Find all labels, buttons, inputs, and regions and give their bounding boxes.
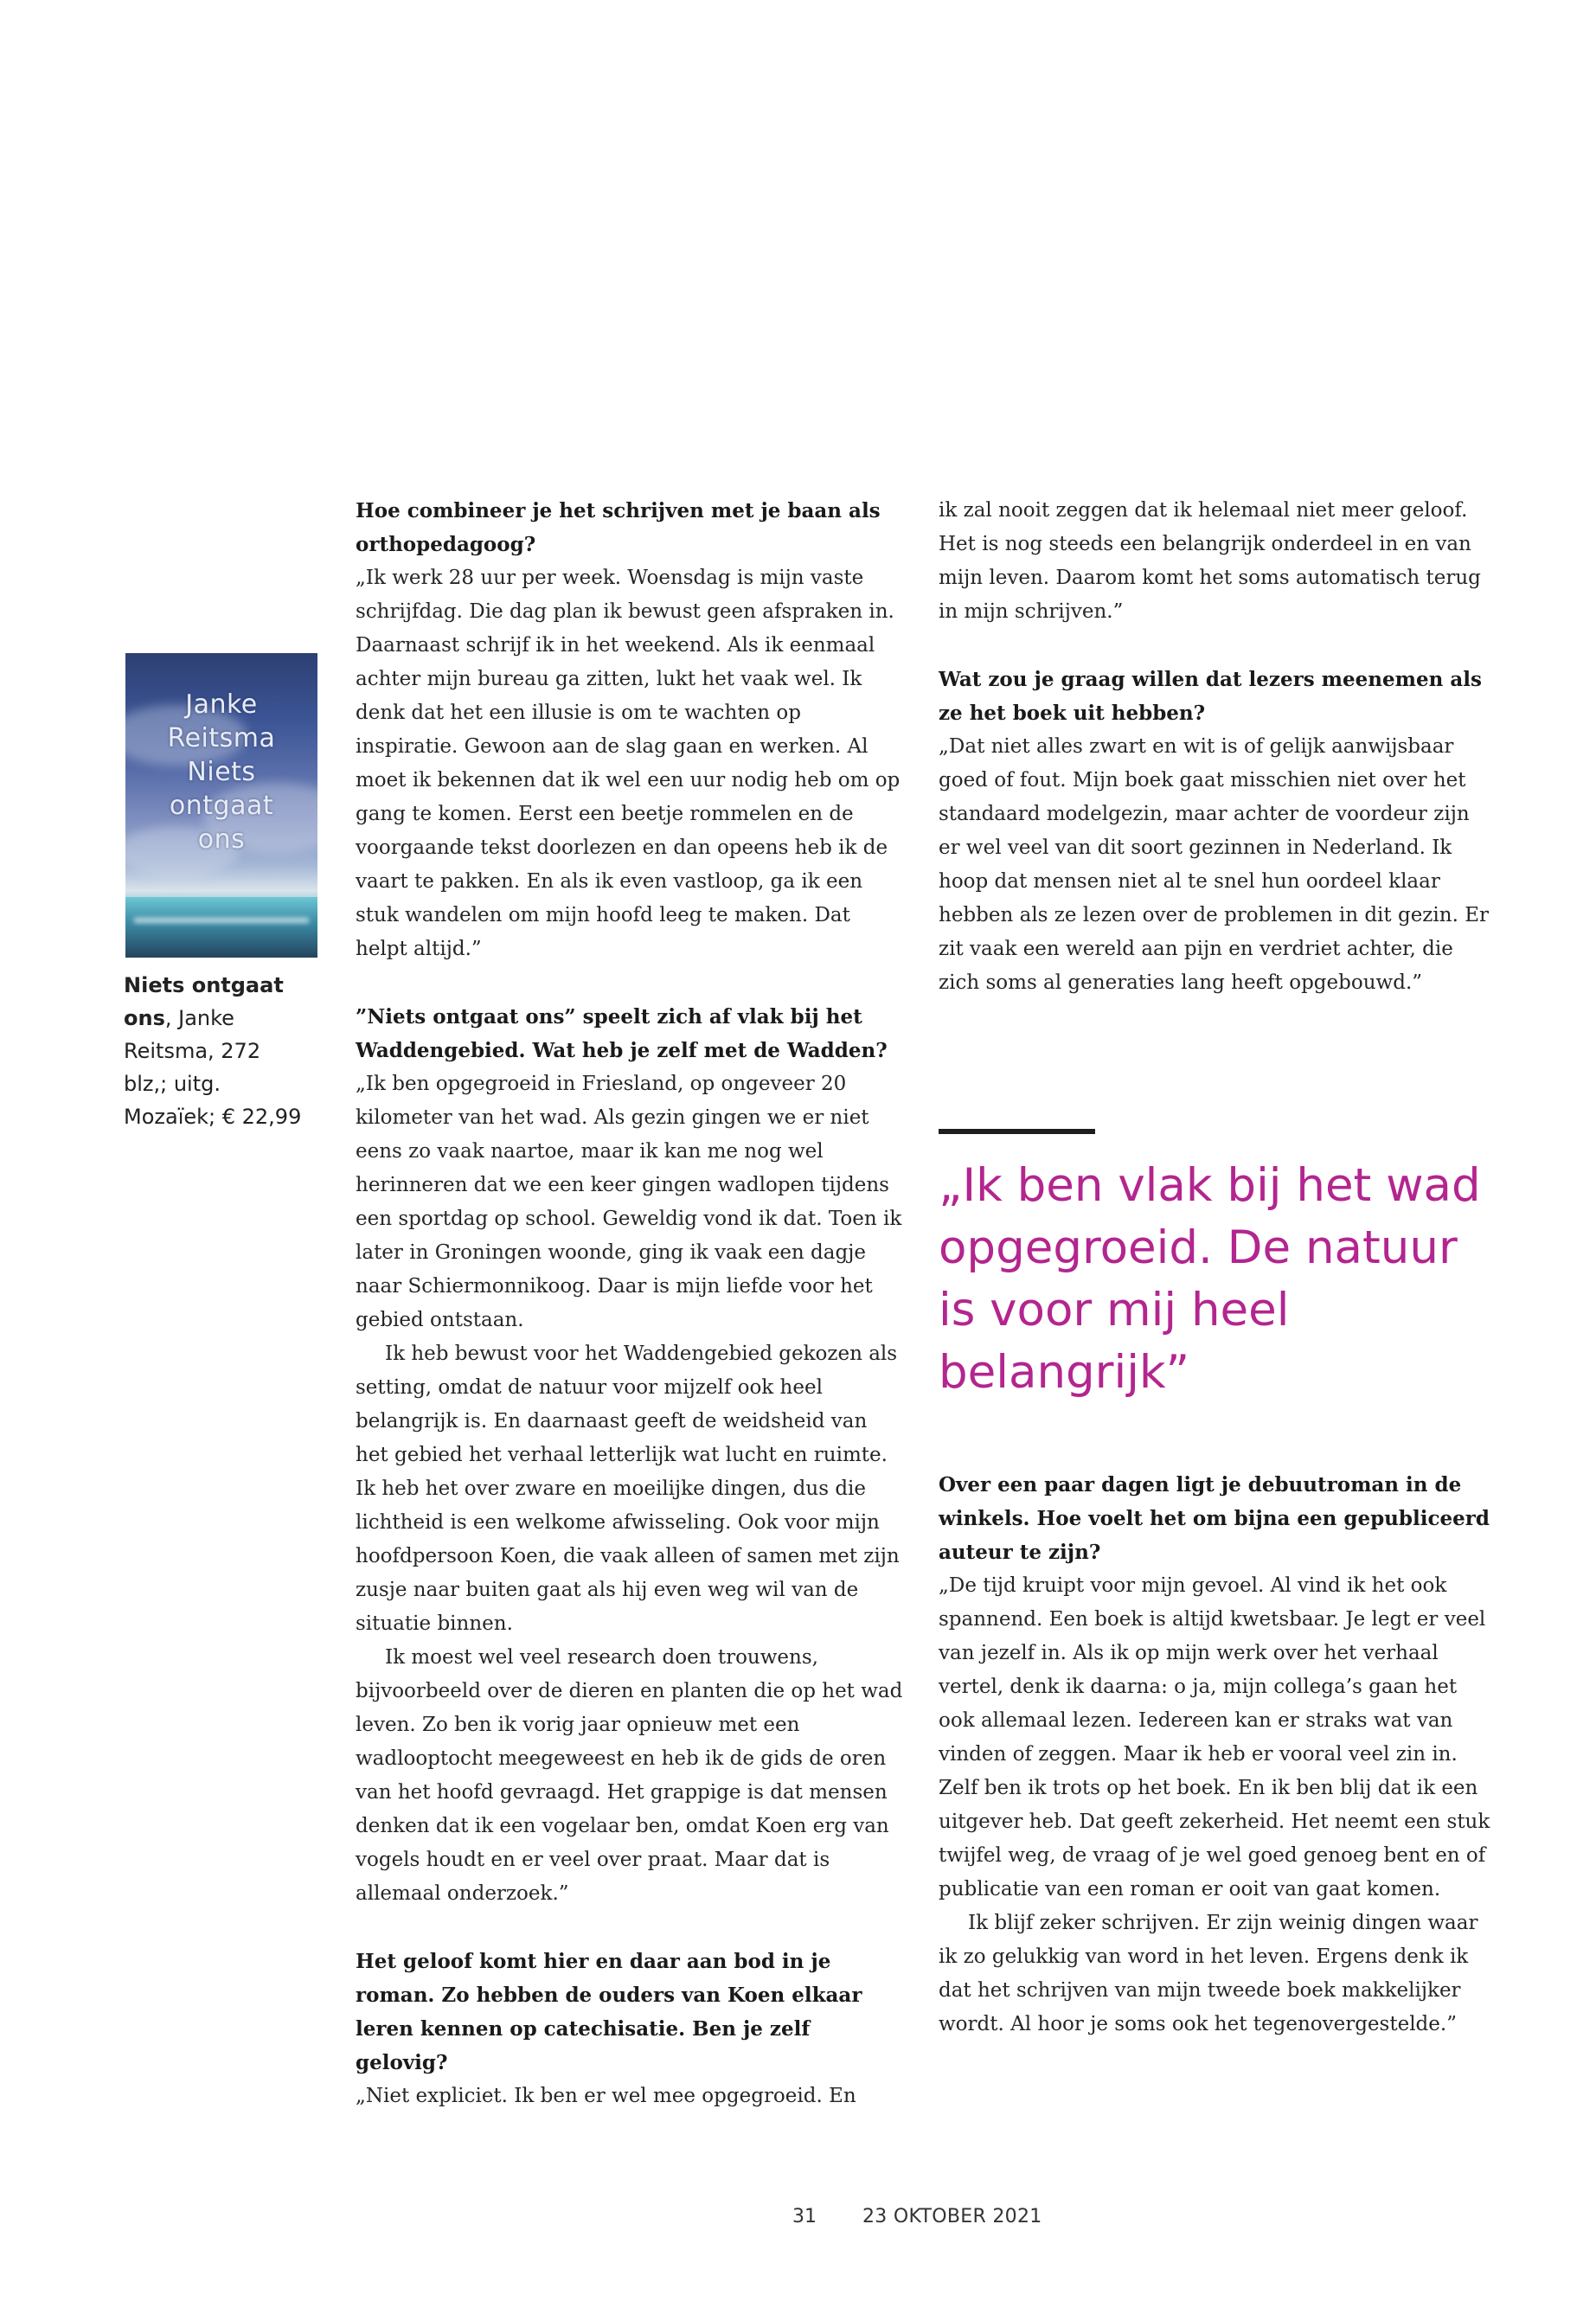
book-caption-details: , Janke Reitsma, 272 blz,; uitg. Mozaïek; € 22,99 (124, 1006, 302, 1129)
page-number: 31 (792, 2206, 817, 2227)
interview-question: Over een paar dagen ligt je debuutroman in de winkels. Hoe voelt het om bijna een gepubliceerd auteur te zijn? (939, 1473, 1490, 1564)
issue-date: 23 OKTOBER 2021 (862, 2206, 1042, 2227)
interview-question: Wat zou je graag willen dat lezers meenemen als ze het boek uit hebben? (939, 668, 1482, 725)
paragraph-gap (356, 966, 905, 1000)
cover-author-first: Janke (185, 689, 258, 720)
book-caption (124, 969, 310, 1133)
paragraph-gap (356, 1911, 905, 1945)
article-column-right-top (939, 494, 1492, 1000)
article-column-middle (356, 494, 905, 2113)
interview-question: ”Niets ontgaat ons” speelt zich af vlak bij het Waddengebied. Wat heb je zelf met de Wadden? (356, 1005, 888, 1062)
interview-answer-paragraph: „Ik ben opgegroeid in Friesland, op ongeveer 20 kilometer van het wad. Als gezin gingen we er niet eens zo vaak naartoe, maar ik kan me nog wel herinneren dat we een keer gingen wadlopen tijdens een sportdag op school. Geweldig vond ik dat. Toen ik later in Groningen woonde, ging ik vaak een dagje naar Schiermonnikoog. Daar is mijn liefde voor het gebied ontstaan. (356, 1073, 902, 1331)
pull-quote-rule (939, 1129, 1095, 1134)
pull-quote: „Ik ben vlak bij het wad opgegroeid. De natuur is voor mij heel belangrijk” (939, 1159, 1481, 1399)
cover-title-line2: ontgaat (169, 791, 274, 821)
interview-answer-paragraph: „De tijd kruipt voor mijn gevoel. Al vind ik het ook spannend. Een boek is altijd kwetsbaar. Je legt er veel van jezelf in. Als ik op mijn werk over het verhaal vertel, denk ik daarna: o ja, mijn collega’s gaan het ook allemaal lezen. Iedereen kan er straks wat van vinden of zeggen. Maar ik heb er vooral veel zin in. Zelf ben ik trots op het boek. En ik ben blij dat ik een uitgever heb. Dat geeft zekerheid. Het neemt een stuk twijfel weg, de vraag of je wel goed genoeg bent en of publicatie van een roman er ooit van gaat komen. (939, 1574, 1490, 1900)
interview-answer-paragraph: „Niet expliciet. Ik ben er wel mee opgegroeid. En (356, 2085, 856, 2107)
cover-title-line1: Niets (187, 757, 256, 787)
book-cover-image (125, 653, 317, 958)
cover-author-last: Reitsma (167, 723, 276, 753)
interview-answer-paragraph: Ik heb bewust voor het Waddengebied gekozen als setting, omdat de natuur voor mijzelf ook heel belangrijk is. En daarnaast geeft de weidsheid van het gebied het verhaal letterlijk wat lucht en ruimte. Ik heb het over zware en moeilijke dingen, dus die lichtheid is een welkome afwisseling. Ook voor mijn hoofdpersoon Koen, die vaak alleen of samen met zijn zusje naar buiten gaat als hij even weg wil van de situatie binnen. (356, 1343, 900, 1635)
interview-answer-paragraph: „Dat niet alles zwart en wit is of gelijk aanwijsbaar goed of fout. Mijn boek gaat misschien niet over het standaard modelgezin, maar achter de voordeur zijn er wel veel van dit soort gezinnen in Nederland. Ik hoop dat mensen niet al te snel hun oordeel klaar hebben als ze lezen over de problemen in dit gezin. Er zit vaak een wereld aan pijn en verdriet achter, die zich soms al generaties lang heeft opgebouwd.” (939, 735, 1489, 994)
interview-answer-paragraph: ik zal nooit zeggen dat ik helemaal niet meer geloof. Het is nog steeds een belangrijk onderdeel in en van mijn leven. Daarom komt het soms automatisch terug in mijn schrijven.” (939, 499, 1481, 623)
cover-title-line3: ons (197, 824, 246, 855)
book-cover-title (125, 688, 317, 856)
interview-answer-paragraph: Ik moest wel veel research doen trouwens, bijvoorbeeld over de dieren en planten die op het wad leven. Zo ben ik vorig jaar opnieuw met een wadlooptocht meegeweest en heb ik de gids de oren van het hoofd gevraagd. Het grappige is dat mensen denken dat ik een vogelaar ben, omdat Koen erg van vogels houdt en er veel over praat. Maar dat is allemaal onderzoek.” (356, 1646, 903, 1905)
interview-question: Het geloof komt hier en daar aan bod in je roman. Zo hebben de ouders van Koen elkaar leren kennen op catechisatie. Ben je zelf gelovig? (356, 1950, 862, 2074)
interview-answer-paragraph: Ik blijf zeker schrijven. Er zijn weinig dingen waar ik zo gelukkig van word in het leven. Ergens denk ik dat het schrijven van mijn tweede boek makkelijker wordt. Al hoor je soms ook het tegenovergestelde.” (939, 1912, 1478, 2035)
book-caption-title: Niets ontgaat ons (124, 973, 284, 1030)
interview-question: Hoe combineer je het schrijven met je baan als orthopedagoog? (356, 499, 881, 556)
paragraph-gap (939, 629, 1492, 663)
article-column-right-bottom (939, 1468, 1492, 2041)
interview-answer-paragraph: „Ik werk 28 uur per week. Woensdag is mijn vaste schrijfdag. Die dag plan ik bewust geen afspraken in. Daarnaast schrijf ik in het weekend. Als ik eenmaal achter mijn bureau ga zitten, lukt het vaak wel. Ik denk dat het een illusie is om te wachten op inspiratie. Gewoon aan de slag gaan en werken. Al moet ik bekennen dat ik wel een uur nodig heb om op gang te komen. Eerst een beetje rommelen en de voorgaande tekst doorlezen en dan opeens heb ik de vaart te pakken. En als ik even vastloop, ga ik een stuk wandelen om mijn hoofd leeg te maken. Dat helpt altijd.” (356, 567, 901, 960)
